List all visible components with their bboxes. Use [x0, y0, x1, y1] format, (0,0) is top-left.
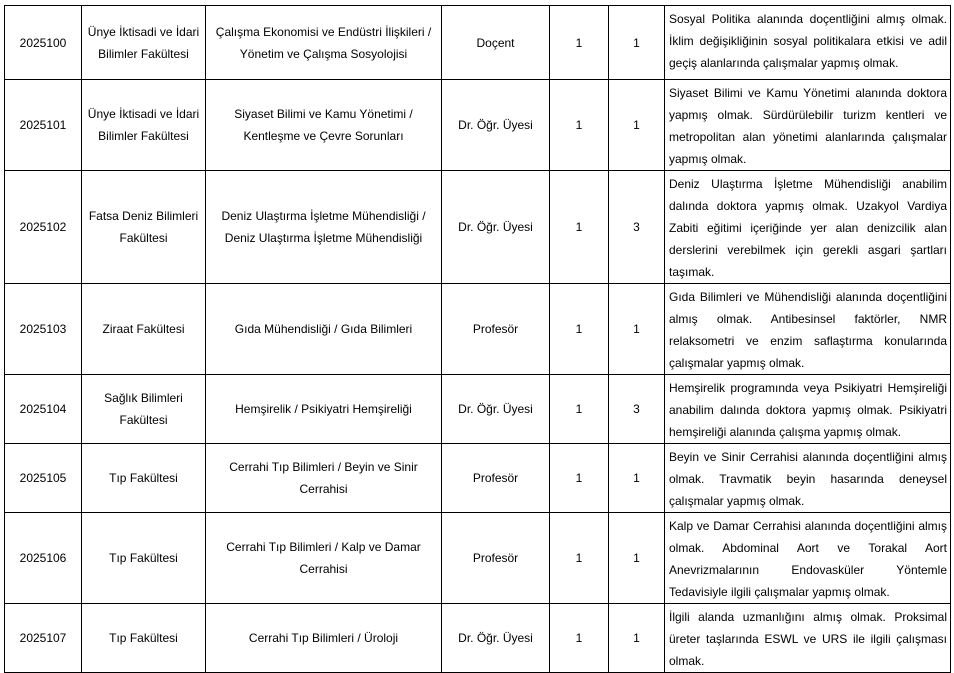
count2-cell: 1 — [609, 6, 665, 80]
table-row — [5, 171, 951, 284]
requirement-cell: Gıda Bilimleri ve Mühendisliği alanında doçentliğini almış olmak. Antibesinsel faktörler, NMR relaksometri ve enzim saflaştırma konularında çalışmalar yapmış olmak. — [665, 284, 951, 375]
table-row — [5, 6, 951, 80]
department-cell: Cerrahi Tıp Bilimleri / Beyin ve Sinir Cerrahisi — [206, 444, 442, 513]
faculty-cell: Ünye İktisadi ve İdari Bilimler Fakültesi — [82, 80, 206, 171]
department-cell: Siyaset Bilimi ve Kamu Yönetimi / Kentleşme ve Çevre Sorunları — [206, 80, 442, 171]
code-cell: 2025102 — [5, 171, 82, 284]
requirement-cell: Kalp ve Damar Cerrahisi alanında doçentliğini almış olmak. Abdominal Aort ve Torakal Aort Anevrizmalarının Endovasküler Yöntemle Tedavisiyle ilgili çalışmalar yapmış olmak. — [665, 513, 951, 604]
table-row — [5, 375, 951, 444]
faculty-cell: Tıp Fakültesi — [82, 513, 206, 604]
count1-cell: 1 — [550, 171, 609, 284]
code-cell: 2025106 — [5, 513, 82, 604]
code-cell: 2025104 — [5, 375, 82, 444]
title-cell: Profesör — [442, 284, 550, 375]
table-row — [5, 604, 951, 673]
count2-cell: 3 — [609, 375, 665, 444]
faculty-cell: Ziraat Fakültesi — [82, 284, 206, 375]
count1-cell: 1 — [550, 6, 609, 80]
department-cell: Hemşirelik / Psikiyatri Hemşireliği — [206, 375, 442, 444]
faculty-cell: Tıp Fakültesi — [82, 444, 206, 513]
count1-cell: 1 — [550, 604, 609, 673]
title-cell: Profesör — [442, 513, 550, 604]
count1-cell: 1 — [550, 513, 609, 604]
requirement-cell: Beyin ve Sinir Cerrahisi alanında doçentliğini almış olmak. Travmatik beyin hasarında deneysel çalışmalar yapmış olmak. — [665, 444, 951, 513]
table-row — [5, 513, 951, 604]
faculty-cell: Tıp Fakültesi — [82, 604, 206, 673]
code-cell: 2025100 — [5, 6, 82, 80]
count1-cell: 1 — [550, 444, 609, 513]
title-cell: Dr. Öğr. Üyesi — [442, 80, 550, 171]
code-cell: 2025105 — [5, 444, 82, 513]
department-cell: Deniz Ulaştırma İşletme Mühendisliği / Deniz Ulaştırma İşletme Mühendisliği — [206, 171, 442, 284]
faculty-cell: Ünye İktisadi ve İdari Bilimler Fakültesi — [82, 6, 206, 80]
department-cell: Cerrahi Tıp Bilimleri / Kalp ve Damar Cerrahisi — [206, 513, 442, 604]
count2-cell: 1 — [609, 513, 665, 604]
count2-cell: 1 — [609, 444, 665, 513]
count2-cell: 3 — [609, 171, 665, 284]
faculty-cell: Fatsa Deniz Bilimleri Fakültesi — [82, 171, 206, 284]
requirement-cell: Siyaset Bilimi ve Kamu Yönetimi alanında doktora yapmış olmak. Sürdürülebilir turizm kentleri ve metropolitan alan yönetimi alanlarında çalışmalar yapmış olmak. — [665, 80, 951, 171]
table-row — [5, 80, 951, 171]
requirement-cell: Sosyal Politika alanında doçentliğini almış olmak. İklim değişikliğinin sosyal politikalara etkisi ve adil geçiş alanlarında çalışmalar yapmış olmak. — [665, 6, 951, 80]
title-cell: Dr. Öğr. Üyesi — [442, 604, 550, 673]
table-row — [5, 444, 951, 513]
table-row — [5, 284, 951, 375]
code-cell: 2025107 — [5, 604, 82, 673]
title-cell: Doçent — [442, 6, 550, 80]
count1-cell: 1 — [550, 284, 609, 375]
title-cell: Dr. Öğr. Üyesi — [442, 375, 550, 444]
title-cell: Dr. Öğr. Üyesi — [442, 171, 550, 284]
requirement-cell: Hemşirelik programında veya Psikiyatri Hemşireliği anabilim dalında doktora yapmış olmak. Psikiyatri hemşireliği alanında çalışma yapmış olmak. — [665, 375, 951, 444]
code-cell: 2025101 — [5, 80, 82, 171]
count2-cell: 1 — [609, 604, 665, 673]
requirement-cell: Deniz Ulaştırma İşletme Mühendisliği anabilim dalında doktora yapmış olmak. Uzakyol Vardiya Zabiti eğitimi içeriğinde yer alan denizcilik alan derslerini verebilmek için gerekli asgari şartları taşımak. — [665, 171, 951, 284]
positions-table — [4, 5, 951, 673]
count2-cell: 1 — [609, 284, 665, 375]
count2-cell: 1 — [609, 80, 665, 171]
count1-cell: 1 — [550, 80, 609, 171]
faculty-cell: Sağlık Bilimleri Fakültesi — [82, 375, 206, 444]
count1-cell: 1 — [550, 375, 609, 444]
requirement-cell: İlgili alanda uzmanlığını almış olmak. Proksimal üreter taşlarında ESWL ve URS ile ilgili çalışması olmak. — [665, 604, 951, 673]
department-cell: Çalışma Ekonomisi ve Endüstri İlişkileri / Yönetim ve Çalışma Sosyolojisi — [206, 6, 442, 80]
title-cell: Profesör — [442, 444, 550, 513]
code-cell: 2025103 — [5, 284, 82, 375]
department-cell: Cerrahi Tıp Bilimleri / Üroloji — [206, 604, 442, 673]
department-cell: Gıda Mühendisliği / Gıda Bilimleri — [206, 284, 442, 375]
